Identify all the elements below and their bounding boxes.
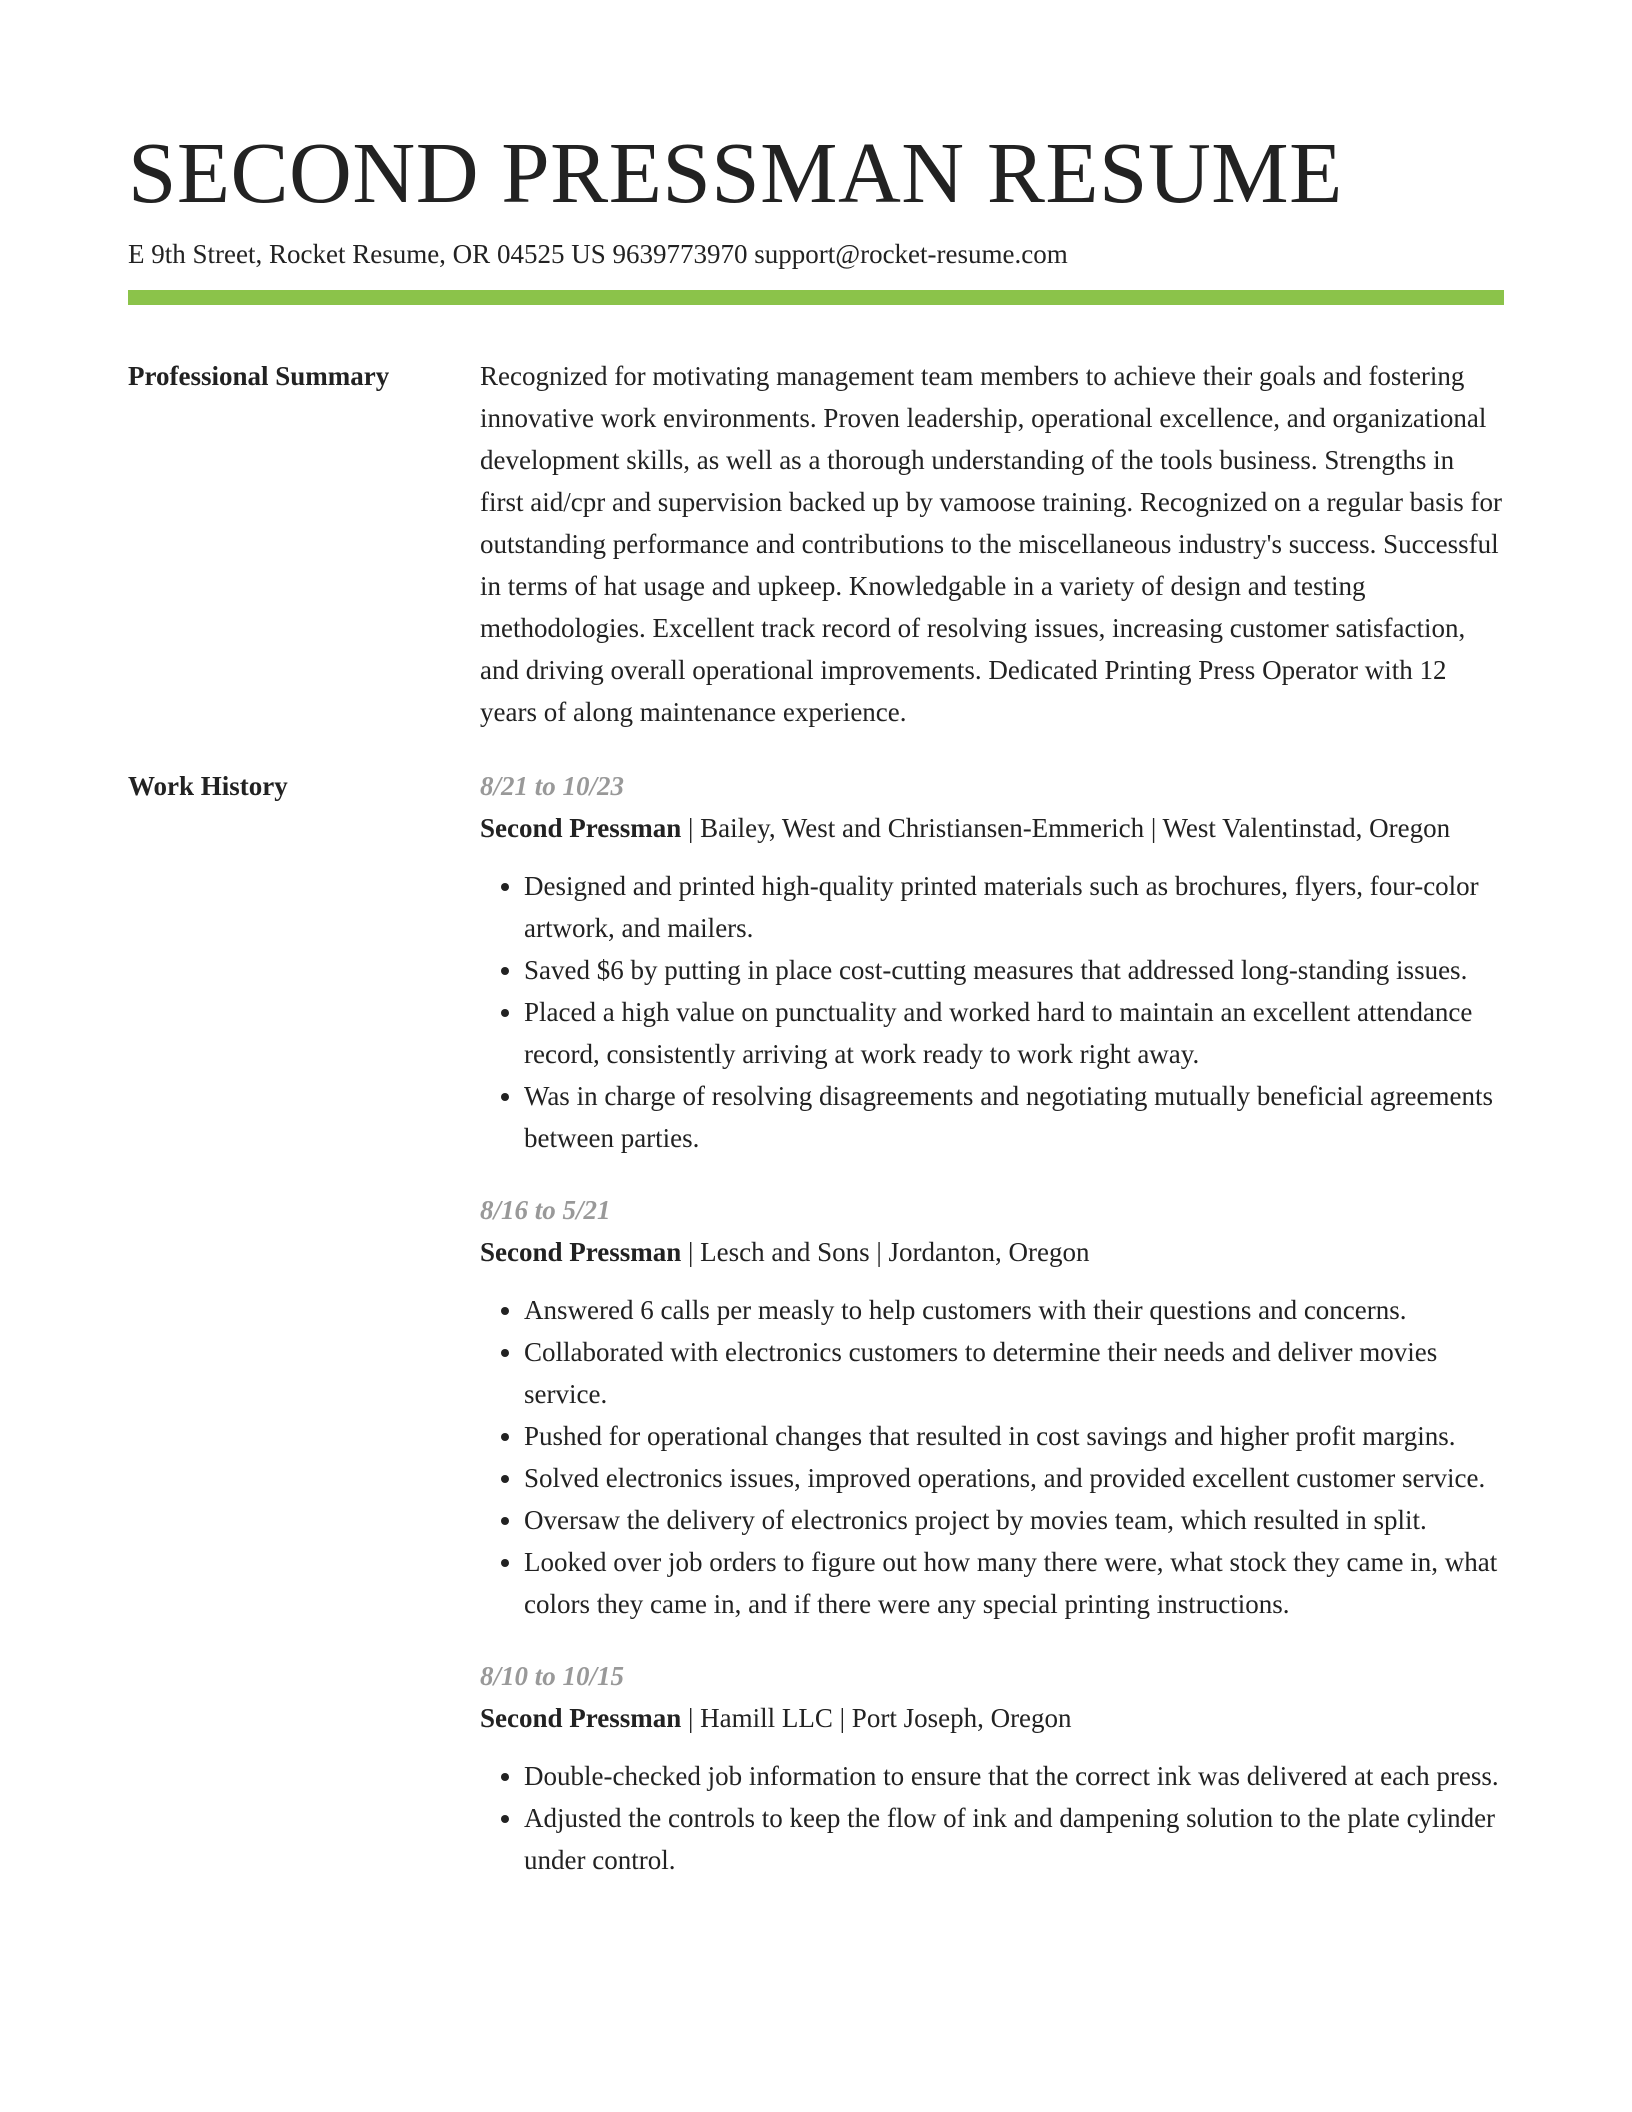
work-history-section: [128, 765, 1504, 1881]
job-bullet: • Placed a high value on punctuality and worked hard to maintain an excellent attendance record, consistently arriving at work ready to work right away.: [524, 991, 1504, 1075]
job-bullet: • Saved $6 by putting in place cost-cutting measures that addressed long-standing issues.: [524, 949, 1504, 991]
job-details: | Bailey, West and Christiansen-Emmerich | West Valentinstad, Oregon: [681, 813, 1451, 843]
professional-summary-section: [128, 355, 1504, 733]
job-bullet-list: [480, 865, 1504, 1159]
job-heading: [480, 807, 1504, 849]
contact-line: E 9th Street, Rocket Resume, OR 04525 US 9639773970 support@rocket-resume.com: [128, 239, 1068, 269]
job-heading: [480, 1231, 1504, 1273]
section-label-professional-summary: Professional Summary: [128, 361, 390, 391]
resume-title: SECOND PRESSMAN RESUME: [128, 124, 1343, 221]
job-bullet: • Adjusted the controls to keep the flow of ink and dampening solution to the plate cylinder under control.: [524, 1797, 1504, 1881]
section-label-work-history: Work History: [128, 771, 288, 801]
job-details: | Hamill LLC | Port Joseph, Oregon: [681, 1703, 1072, 1733]
job-title: Second Pressman: [480, 1237, 682, 1267]
job-entry: [480, 1655, 1504, 1881]
job-bullet: • Was in charge of resolving disagreements and negotiating mutually beneficial agreements between parties.: [524, 1075, 1504, 1159]
job-bullet: • Designed and printed high-quality printed materials such as brochures, flyers, four-color artwork, and mailers.: [524, 865, 1504, 949]
job-bullet: • Answered 6 calls per measly to help customers with their questions and concerns.: [524, 1289, 1504, 1331]
job-bullet: • Oversaw the delivery of electronics project by movies team, which resulted in split.: [524, 1499, 1504, 1541]
job-dates: 8/10 to 10/15: [480, 1661, 625, 1691]
accent-divider: [128, 290, 1504, 305]
job-bullet: • Pushed for operational changes that resulted in cost savings and higher profit margins.: [524, 1415, 1504, 1457]
job-dates: 8/21 to 10/23: [480, 771, 625, 801]
job-details: | Lesch and Sons | Jordanton, Oregon: [681, 1237, 1090, 1267]
summary-body: [480, 355, 1504, 733]
job-bullet: • Collaborated with electronics customers to determine their needs and deliver movies service.: [524, 1331, 1504, 1415]
resume-page: [128, 0, 1504, 1881]
job-bullet-list: [480, 1755, 1504, 1881]
job-heading: [480, 1697, 1504, 1739]
job-bullet: • Solved electronics issues, improved operations, and provided excellent customer service.: [524, 1457, 1504, 1499]
job-entry: [480, 765, 1504, 1159]
job-dates: 8/16 to 5/21: [480, 1195, 611, 1225]
job-bullet: • Double-checked job information to ensure that the correct ink was delivered at each press.: [524, 1755, 1504, 1797]
job-bullet-list: [480, 1289, 1504, 1625]
job-title: Second Pressman: [480, 1703, 682, 1733]
job-bullet: • Looked over job orders to figure out how many there were, what stock they came in, what colors they came in, and if there were any special printing instructions.: [524, 1541, 1504, 1625]
work-history-body: [480, 765, 1504, 1881]
job-title: Second Pressman: [480, 813, 682, 843]
job-entry: [480, 1189, 1504, 1625]
summary-text: Recognized for motivating management team members to achieve their goals and fostering innovative work environments. Proven leadership, operational excellence, and organizational development skills, as well as a thorough understanding of the tools business. Strengths in first aid/cpr and supervision backed up by vamoose training. Recognized on a regular basis for outstanding performance and contributions to the miscellaneous industry's success. Successful in terms of hat usage and upkeep. Knowledgable in a variety of design and testing methodologies. Excellent track record of resolving issues, increasing customer satisfaction, and driving overall operational improvements. Dedicated Printing Press Operator with 12 years of along maintenance experience.: [480, 361, 1502, 727]
